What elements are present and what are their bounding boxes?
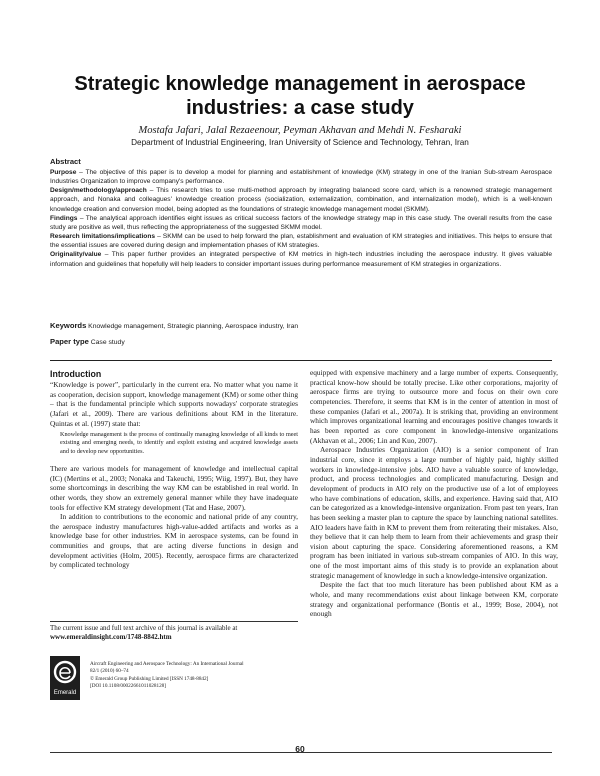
design-text: – This research tries to use multi-method approach by integrating balanced score card, which is a renowned strategic management approach, and Nonaka and colleagues' knowledge creation process (socialization, externalization, combination, and internalization model), which is a well-known knowledge creation and conversion model, being adopted as the foundations of strategic knowledge management model (SKMM). — [50, 187, 552, 213]
keywords-label: Keywords — [50, 321, 87, 330]
abstract-heading: Abstract — [50, 157, 81, 166]
journal-archive-note — [50, 624, 298, 643]
paper-type-text: Case study — [88, 339, 125, 346]
findings-text: – The analytical approach identifies eight issues as critical success factors of the knowledge strategy map in this case study. The overall results from the case study are positive as well, thus reflecting the appropriateness of the suggested SKMM model. — [50, 214, 552, 231]
keywords-text: Knowledge management, Strategic planning, Aerospace industry, Iran — [86, 323, 299, 330]
abstract-purpose — [50, 168, 552, 186]
purpose-text: – The objective of this paper is to develop a model for planning and establishment of knowledge (KM) strategy in one of the Iranian Sub-stream Aerospace Industries Organization to improve company's performance. — [50, 169, 552, 186]
purpose-label: Purpose — [50, 169, 77, 176]
body-paragraph-r3: Despite the fact that too much literature has been published about KM as a whole, and many recommendations exist about linkage between KM, corporate strategy and organizational performance (Bontis et al., 1999; Bose, 2004), not enough — [310, 580, 558, 619]
body-paragraph-r2: Aerospace Industries Organization (AIO) is a senior component of Iran industrial core, since it employs a large number of highly paid, highly skilled workers in knowledge-intensive jobs. AIO have a valuable source of knowledge, product, and process technologies and complicated manufacturing. Design and development of products in AIO rely on the productive use of a lot of employees who have combinations of education, skills, and experience. Having said that, AIO can be categorized as a knowledge-intensive organization. From past ten years, Iran has been seeking a master plan to capture the space by launching national satellites. AIO leaders have faith in KM to prevent them from reiterating their mistakes. Also, they believe that it can help them to learn from their achievements and grasp their vision about capturing the space. Considering aforementioned reasons, a KM program has been initiated in various sub-stream companies of AIO. In this way, one of the most important aims of this study is to provide an explanation about strategic management of knowledge in such a knowledge-intensive organization. — [310, 445, 558, 580]
research-label: Research limitations/implications — [50, 233, 156, 241]
originality-text: – This paper further provides an integrated perspective of KM metrics in high-tech industries including the aerospace industry. It gives valuable information and guidelines that hopefully will help leaders to consider important issues during performance measurement of KM strategies in organizations. — [50, 251, 552, 268]
body-column-left — [50, 368, 298, 570]
journal-citation — [90, 661, 300, 690]
intro-paragraph-1: “Knowledge is power”, particularly in the current era. No matter what you name it as cooperation, decision support, knowledge management (KM) or some other thing – that is the fundamental principle which supports nowadays' corporate strategies (Jafari et al., 2009). There are various definitions about KM in the literature. Quintas et al. (1997) state that: — [50, 380, 298, 428]
header-divider — [50, 360, 552, 361]
author-list: Mostafa Jafari, Jalal Rezaeenour, Peyman Akhavan and Mehdi N. Fesharaki — [138, 125, 462, 136]
body-column-right — [310, 368, 558, 619]
abstract-section — [50, 157, 552, 269]
paper-type-label: Paper type — [50, 337, 89, 346]
paper-type — [50, 337, 552, 348]
design-label: Design/methodology/approach — [50, 187, 147, 195]
affiliation: Department of Industrial Engineering, Iran University of Science and Technology, Tehran, Iran — [131, 138, 469, 147]
journal-name: Aircraft Engineering and Aerospace Technology: An International Journal — [90, 661, 244, 667]
block-quote: Knowledge management is the process of continually managing knowledge of all kinds to meet existing and emerging needs, to identify and exploit existing and acquired knowledge assets and to develop new opportunities. — [60, 431, 298, 455]
footnote-divider — [50, 621, 298, 622]
keywords — [50, 321, 552, 332]
abstract-design — [50, 186, 552, 213]
intro-paragraph-3: In addition to contributions to the economic and national pride of any country, the aerospace industry manufactures high-value-added artifacts and works as a knowledge base for other industries. KM in aerospace systems, can be found in communities and groups, that are acting diverse functions in design and development activities (Holm, 2005). Recently, aerospace firms are characterized by complicated technology — [50, 512, 298, 570]
journal-volume: 82/1 (2010) 60–74 — [90, 668, 129, 675]
originality-label: Originality/value — [50, 251, 102, 259]
footer-divider — [50, 752, 552, 753]
archive-note-text: The current issue and full text archive of this journal is available at — [50, 624, 238, 632]
journal-doi: [DOI 10.1108/00022661011028128] — [90, 682, 166, 689]
abstract-originality — [50, 250, 552, 268]
emerald-logo-icon — [50, 656, 80, 700]
article-title: Strategic knowledge management in aerospace industries: a case study — [74, 73, 526, 119]
abstract-findings — [50, 214, 552, 232]
archive-url-link[interactable] — [50, 633, 298, 642]
page-number: 60 — [295, 744, 305, 754]
logo-wordmark: Emerald — [53, 690, 77, 696]
archive-url[interactable]: www.emeraldinsight.com/1748-8842.htm — [50, 633, 172, 642]
body-paragraph-r1: equipped with expensive machinery and a large number of experts. Consequently, practical know-how should be totally precise. Like other corporations, majority of aerospace firms are trying to outsource more and focus on their own core competencies. Therefore, it seems that KM is in the center of attention in most of these companies (Jafari et al., 2007a). It is striking that, providing an environment which improves organizational learning and encourages positive changes towards it has been reported as core component in knowledge-intensive organizations (Akhavan et al., 2006; Lin and Kuo, 2007). — [310, 368, 558, 445]
intro-paragraph-2: There are various models for management of knowledge and intellectual capital (IC) (Mertins et al., 2003; Nonaka and Takeuchi, 1995; Wiig, 1997). But, they have some shortcomings in describing the way KM can be established in real world. In other words, they show an extremely general manner while they have inadequate tools for effective KM strategy development (Tat and Hase, 2007). — [50, 463, 298, 512]
abstract-research — [50, 232, 552, 250]
research-text: – SKMM can be used to help forward the plan, establishment and evaluation of KM strategies and initiatives. This helps to ensure that the essential issues are covered during design and implementation phases of KM strategies. — [50, 233, 552, 250]
findings-label: Findings — [50, 214, 78, 222]
intro-heading: Introduction — [50, 369, 102, 379]
journal-copyright: © Emerald Group Publishing Limited [ISSN 1748-8842] — [90, 675, 209, 682]
